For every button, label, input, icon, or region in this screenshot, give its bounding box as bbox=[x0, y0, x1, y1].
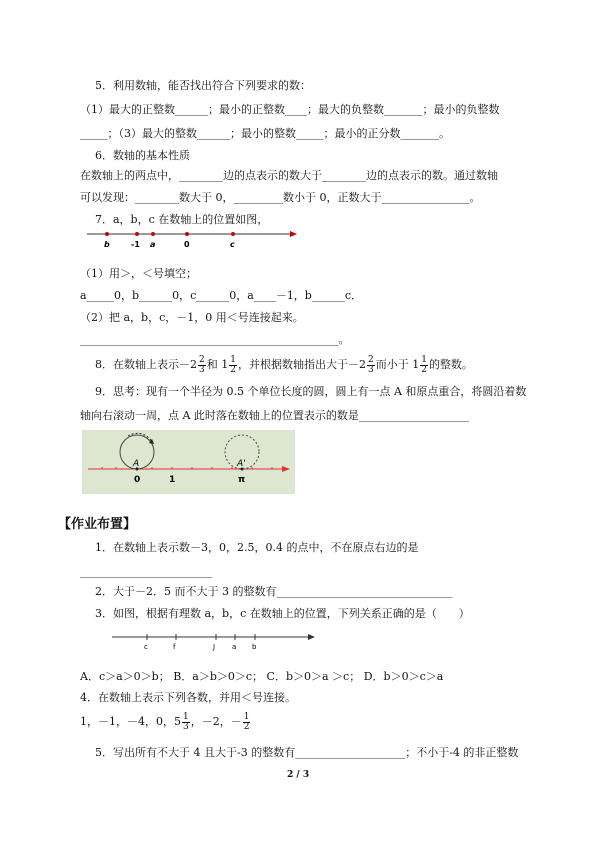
axis-label-c: c bbox=[230, 240, 235, 249]
q6-line2: 可以发现：________数大于 0，_________数小于 0，正数大于________________。 bbox=[80, 191, 481, 204]
q5-line2: _____；（3）最大的整数______；最小的整数_____；最小的正分数_______。 bbox=[80, 127, 450, 140]
q7-sub2: a_____0，b______0，c______0，a____－1，b______c． bbox=[80, 289, 363, 302]
frac-one-third: $\frac{1}{3}$ bbox=[183, 711, 189, 732]
axis-label-a: a bbox=[150, 240, 156, 249]
hw1-line1: 1．在数轴上表示数－3，0，2.5，0.4 的点中，不在原点右边的是 bbox=[95, 541, 419, 554]
q7-sub3: （2）把 a，b，c，－1，0 用＜号连接起来。 bbox=[80, 311, 304, 324]
origin-label: 0 bbox=[134, 475, 141, 485]
axis-label-b: b bbox=[104, 240, 110, 249]
hw3-label-c: c bbox=[144, 643, 148, 651]
q9-line2: 轴向右滚动一周，点 A 此时落在数轴上的位置表示的数是____________________ bbox=[80, 409, 469, 422]
q7-title: 7．a，b，c 在数轴上的位置如图， bbox=[95, 213, 269, 226]
q6-title: 6．数轴的基本性质 bbox=[95, 149, 190, 162]
hw1-line2: ________________________ bbox=[80, 565, 212, 578]
frac-two-thirds: $\frac{2}{3}$ bbox=[199, 354, 205, 375]
point-A-prime-label: A' bbox=[237, 459, 246, 469]
hw3-label-J: J bbox=[213, 643, 216, 651]
q7-number-line bbox=[85, 228, 300, 250]
hw4-line: 4．在数轴上表示下列各数，并用＜号连接。 bbox=[80, 691, 296, 704]
q7-sub4: _______________________________________________。 bbox=[80, 333, 350, 346]
homework-heading: 【作业布置】 bbox=[58, 517, 137, 532]
q7-sub1: （1）用＞，＜号填空； bbox=[80, 267, 197, 280]
axis-label-minus1: -1 bbox=[131, 240, 140, 249]
hw3-number-line bbox=[110, 631, 320, 653]
hw3-line: 3．如图，根据有理数 a，b，c 在数轴上的位置，下列关系正确的是（ ） bbox=[95, 607, 470, 620]
hw3-label-a: a bbox=[232, 643, 237, 651]
frac-two-thirds-2: $\frac{2}{3}$ bbox=[367, 354, 374, 375]
q9-line1: 9．思考：现有一个半径为 0.5 个单位长度的圆，圆上有一点 A 和原点重合，将圆沿着数 bbox=[95, 385, 527, 398]
page-number: 2 / 3 bbox=[287, 770, 310, 780]
hw2-line: 2．大于－2．5 而不大于 3 的整数有________________________________ bbox=[95, 585, 453, 598]
q5-line1: （1）最大的正整数______；最小的正整数____；最大的负整数_______；最小的负整数 bbox=[80, 103, 500, 116]
rolling-circle-figure bbox=[82, 430, 295, 494]
hw3-label-b: b bbox=[252, 643, 257, 651]
frac-one-half-3: $\frac{1}{2}$ bbox=[243, 711, 250, 732]
q8-line: 8．在数轴上表示－2 $\frac{2}{3}$ 和 1 $\frac{1}{2}$ ，并根据数轴指出大于－2 $\frac{2}{3}$ 而小于 1 $\frac{1}{2}$ 的整数。 bbox=[95, 354, 473, 375]
q6-line1: 在数轴上的两点中，________边的点表示的数大于________边的点表示的数。通过数轴 bbox=[80, 169, 498, 182]
one-label: 1 bbox=[169, 475, 176, 485]
hw3-label-f: f bbox=[173, 643, 176, 651]
hw3-options: A．c＞a＞0＞b； B．a＞b＞0＞c； C．b＞0＞a ＞c； D．b＞0＞c＞a bbox=[80, 670, 444, 683]
frac-one-half: $\frac{1}{2}$ bbox=[230, 354, 236, 375]
q5-title: 5．利用数轴，能否找出符合下列要求的数： bbox=[95, 79, 311, 92]
frac-one-half-2: $\frac{1}{2}$ bbox=[421, 354, 427, 375]
axis-label-0: 0 bbox=[184, 240, 190, 249]
point-A-label: A bbox=[133, 459, 140, 469]
hw4-numbers: 1，－1，－4，0，5 $\frac{1}{3}$ ，－2，－ $\frac{1}{2}$ bbox=[80, 711, 250, 732]
hw5-line: 5．写出所有不大于 4 且大于-3 的整数有____________________；不小于-4 的非正整数 bbox=[95, 746, 519, 759]
pi-label: π bbox=[238, 475, 246, 485]
